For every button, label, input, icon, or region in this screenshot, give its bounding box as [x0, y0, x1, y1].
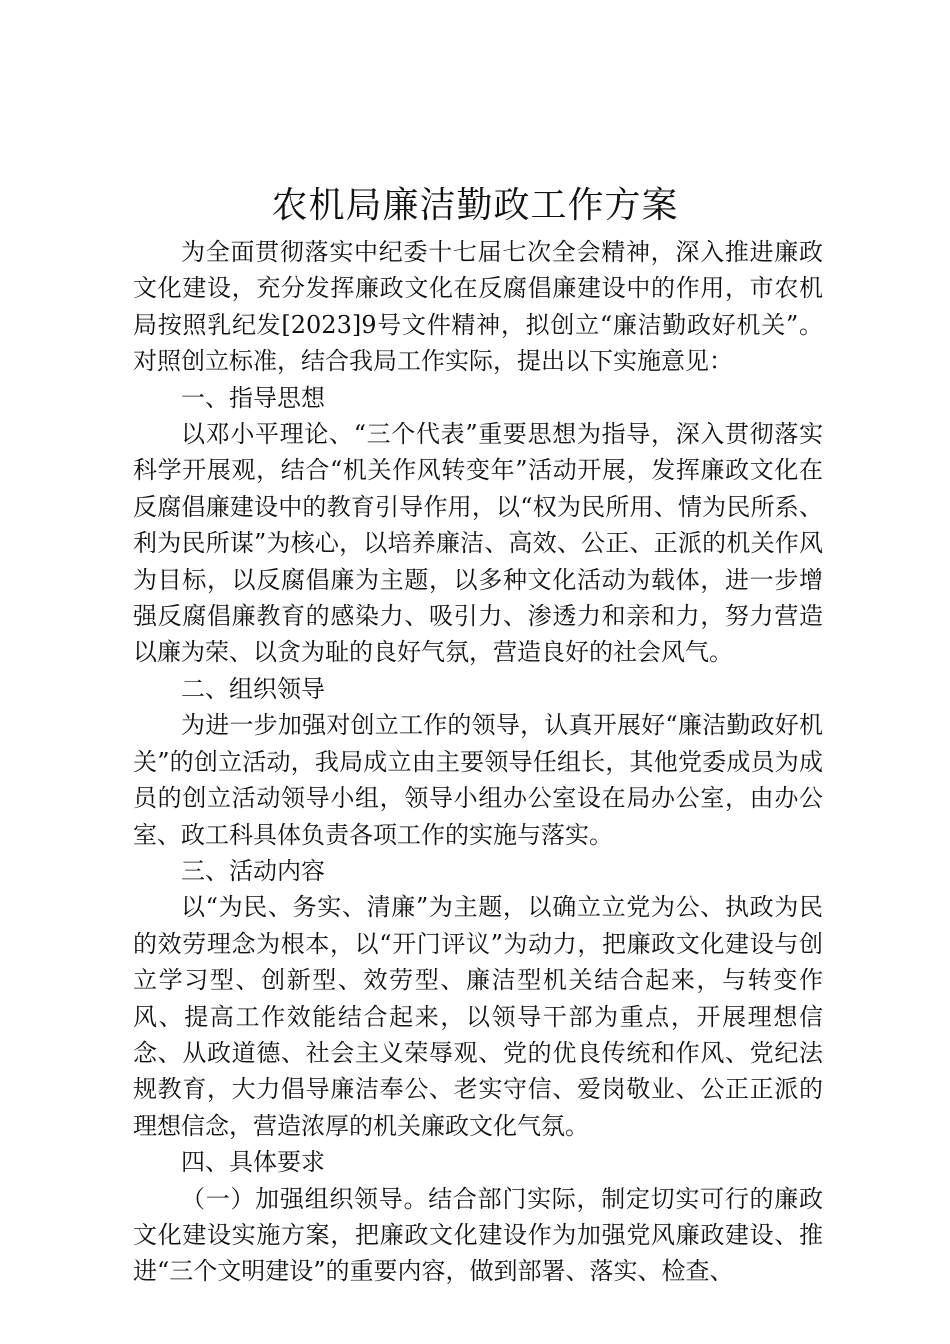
document-title: 农机局廉洁勤政工作方案: [271, 185, 679, 226]
section-paragraph-organization: 为进一步加强对创立工作的领导，认真开展好“廉洁勤政好机关”的创立活动，我局成立由主要领导任组长，其他党委成员为成员的创立活动领导小组，领导小组办公室设在局办公室，由办公室、政工科具体负责各项工作的实施与落实。: [133, 711, 823, 849]
section-heading-requirements: 四、具体要求: [181, 1148, 325, 1177]
section-heading-activities: 三、活动内容: [181, 856, 325, 885]
section-paragraph-guiding-ideology: 以邓小平理论、“三个代表”重要思想为指导，深入贯彻落实科学开展观，结合“机关作风转变年”活动开展，发挥廉政文化在反腐倡廉建设中的教育引导作用，以“权为民所用、情为民所系、利为民所谋”为核心，以培养廉洁、高效、公正、正派的机关作风为目标，以反腐倡廉为主题，以多种文化活动为载体，进一步增强反腐倡廉教育的感染力、吸引力、渗透力和亲和力，努力营造以廉为荣、以贪为耻的良好气氛，营造良好的社会风气。: [133, 420, 823, 667]
section-heading-organization: 二、组织领导: [181, 674, 325, 703]
section-paragraph-requirements: （一）加强组织领导。结合部门实际，制定切实可行的廉政文化建设实施方案，把廉政文化建设作为加强党风廉政建设、推进“三个文明建设”的重要内容，做到部署、落实、检查、: [133, 1184, 823, 1286]
document-body: [133, 234, 823, 1290]
intro-paragraph: 为全面贯彻落实中纪委十七届七次全会精神，深入推进廉政文化建设，充分发挥廉政文化在反腐倡廉建设中的作用，市农机局按照乳纪发[2023]9号文件精神，拟创立“廉洁勤政好机关”。对照创立标准，结合我局工作实际，提出以下实施意见：: [133, 238, 823, 376]
section-paragraph-activities: 以“为民、务实、清廉”为主题，以确立立党为公、执政为民的效劳理念为根本，以“开门评议”为动力，把廉政文化建设与创立学习型、创新型、效劳型、廉洁型机关结合起来，与转变作风、提高工作效能结合起来，以领导干部为重点，开展理想信念、从政道德、社会主义荣辱观、党的优良传统和作风、党纪法规教育，大力倡导廉洁奉公、老实守信、爱岗敬业、公正正派的理想信念，营造浓厚的机关廉政文化气氛。: [133, 893, 823, 1140]
section-heading-guiding-ideology: 一、指导思想: [181, 383, 325, 412]
